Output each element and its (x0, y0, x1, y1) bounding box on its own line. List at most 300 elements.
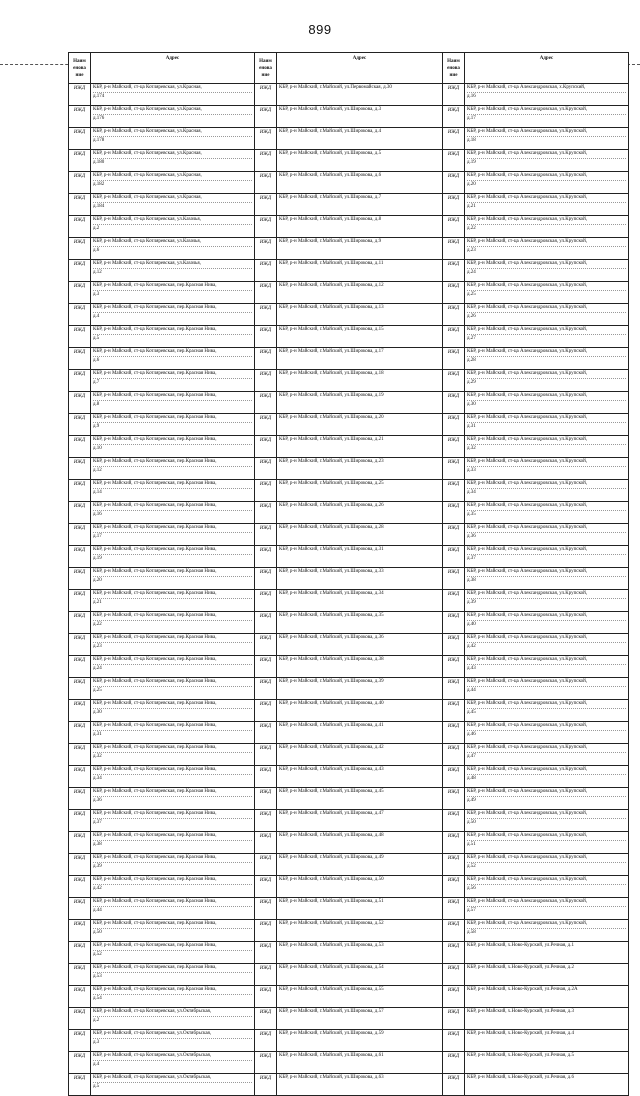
cell-address: КБР, р-н Майский, ст-ца Александровская, ул.Крупской, д.21 (465, 194, 629, 216)
cell-address: КБР, р-н Майский, х.Ново-Курский, ул.Речная, д.3 (465, 1008, 629, 1030)
cell-address: КБР, р-н Майский, г.Майский, ул.Широкова, д.39 (277, 678, 443, 700)
cell-object-type: ИЖД (255, 370, 277, 392)
cell-object-type: ИЖД (69, 348, 91, 370)
table-row (69, 964, 629, 986)
cell-address: КБР, р-н Майский, ст-ца Александровская, ул.Крупской, д.25 (465, 282, 629, 304)
cell-address: КБР, р-н Майский, ст-ца Котляревская, ул.Красная, д.180 (91, 150, 255, 172)
cell-address: КБР, р-н Майский, х.Ново-Курский, ул.Речная, д.4 (465, 1030, 629, 1052)
cell-object-type: ИЖД (69, 612, 91, 634)
cell-address: КБР, р-н Майский, ст-ца Котляревская, ул.Красная, д.178 (91, 128, 255, 150)
cell-object-type: ИЖД (69, 634, 91, 656)
cell-object-type: ИЖД (69, 216, 91, 238)
cell-object-type: ИЖД (443, 722, 465, 744)
cell-object-type: ИЖД (255, 1052, 277, 1074)
cell-object-type: ИЖД (255, 348, 277, 370)
cell-address: КБР, р-н Майский, г.Майский, ул.Широкова, д.5 (277, 150, 443, 172)
table-row (69, 986, 629, 1008)
cell-address: КБР, р-н Майский, х.Ново-Курский, ул.Речная, д.2А (465, 986, 629, 1008)
cell-address: КБР, р-н Майский, ст-ца Котляревская, ул.Октябрьская, д.3 (91, 1030, 255, 1052)
table-row (69, 568, 629, 590)
cell-object-type: ИЖД (69, 942, 91, 964)
cell-address: КБР, р-н Майский, ст-ца Котляревская, пер.Красная Нива, д.30 (91, 700, 255, 722)
cell-address: КБР, р-н Майский, г.Майский, ул.Широкова, д.59 (277, 1030, 443, 1052)
cell-address: КБР, р-н Майский, ст-ца Котляревская, пер.Красная Нива, д.52 (91, 942, 255, 964)
table-row (69, 194, 629, 216)
cell-object-type: ИЖД (255, 150, 277, 172)
cell-object-type: ИЖД (255, 414, 277, 436)
cell-object-type: ИЖД (443, 744, 465, 766)
cell-address: КБР, р-н Майский, ст-ца Александровская, ул.Крупской, д.29 (465, 370, 629, 392)
table-row (69, 150, 629, 172)
table-row (69, 656, 629, 678)
cell-object-type: ИЖД (69, 656, 91, 678)
cell-address: КБР, р-н Майский, ст-ца Котляревская, ул.Казачья, д.2 (91, 216, 255, 238)
cell-object-type: ИЖД (255, 392, 277, 414)
cell-address: КБР, р-н Майский, ст-ца Котляревская, пер.Красная Нива, д.37 (91, 810, 255, 832)
cell-object-type: ИЖД (255, 1030, 277, 1052)
table-row (69, 128, 629, 150)
cell-address: КБР, р-н Майский, ст-ца Котляревская, пер.Красная Нива, д.50 (91, 920, 255, 942)
table-row (69, 172, 629, 194)
cell-address: КБР, р-н Майский, г.Майский, ул.Широкова, д.57 (277, 1008, 443, 1030)
cell-object-type: ИЖД (69, 590, 91, 612)
table-row (69, 1074, 629, 1096)
cell-object-type: ИЖД (255, 172, 277, 194)
cell-address: КБР, р-н Майский, ст-ца Котляревская, пер.Красная Нива, д.53 (91, 964, 255, 986)
cell-object-type: ИЖД (255, 810, 277, 832)
cell-address: КБР, р-н Майский, г.Майский, ул.Широкова, д.35 (277, 612, 443, 634)
table-row (69, 370, 629, 392)
page-number: 899 (308, 22, 332, 37)
table-row (69, 942, 629, 964)
cell-object-type: ИЖД (443, 898, 465, 920)
cell-object-type: ИЖД (255, 766, 277, 788)
table-row (69, 1052, 629, 1074)
table-row (69, 282, 629, 304)
cell-object-type: ИЖД (255, 612, 277, 634)
cell-object-type: ИЖД (443, 194, 465, 216)
cell-object-type: ИЖД (69, 480, 91, 502)
table-row (69, 502, 629, 524)
cell-address: КБР, р-н Майский, ст-ца Александровская, ул.Крупской, д.20 (465, 172, 629, 194)
cell-object-type: ИЖД (443, 502, 465, 524)
cell-object-type: ИЖД (69, 458, 91, 480)
cell-address: КБР, р-н Майский, ст-ца Александровская, ул.Крупской, д.48 (465, 766, 629, 788)
header-type-2: Наим енова ние (255, 53, 277, 84)
cell-address: КБР, р-н Майский, ст-ца Александровская, ул.Крупской, д.40 (465, 612, 629, 634)
cell-address: КБР, р-н Майский, ст-ца Александровская, ул.Крупской, д.18 (465, 128, 629, 150)
cell-object-type: ИЖД (443, 986, 465, 1008)
table-row (69, 876, 629, 898)
cell-object-type: ИЖД (69, 128, 91, 150)
header-type-3: Наим енова ние (443, 53, 465, 84)
cell-address: КБР, р-н Майский, ст-ца Котляревская, пер.Красная Нива, д.6 (91, 348, 255, 370)
table-row (69, 634, 629, 656)
cell-address: КБР, р-н Майский, г.Майский, ул.Широкова, д.20 (277, 414, 443, 436)
cell-object-type: ИЖД (255, 942, 277, 964)
cell-address: КБР, р-н Майский, ст-ца Котляревская, пер.Красная Нива, д.38 (91, 832, 255, 854)
cell-object-type: ИЖД (443, 370, 465, 392)
table-row (69, 238, 629, 260)
table-row (69, 348, 629, 370)
cell-address: КБР, р-н Майский, ст-ца Котляревская, пер.Красная Нива, д.8 (91, 392, 255, 414)
cell-object-type: ИЖД (255, 502, 277, 524)
cell-address: КБР, р-н Майский, г.Майский, ул.Широкова, д.40 (277, 700, 443, 722)
cell-address: КБР, р-н Майский, г.Майский, ул.Широкова, д.12 (277, 282, 443, 304)
cell-address: КБР, р-н Майский, г.Майский, ул.Широкова, д.7 (277, 194, 443, 216)
cell-address: КБР, р-н Майский, г.Майский, ул.Широкова, д.45 (277, 788, 443, 810)
cell-object-type: ИЖД (443, 612, 465, 634)
header-address-1: Адрес (91, 53, 255, 84)
cell-address: КБР, р-н Майский, ст-ца Котляревская, пер.Красная Нива, д.44 (91, 898, 255, 920)
cell-object-type: ИЖД (443, 84, 465, 106)
cell-address: КБР, р-н Майский, ст-ца Котляревская, пер.Красная Нива, д.12 (91, 458, 255, 480)
cell-object-type: ИЖД (255, 722, 277, 744)
cell-object-type: ИЖД (255, 986, 277, 1008)
cell-address: КБР, р-н Майский, г.Майский, ул.Широкова, д.23 (277, 458, 443, 480)
cell-address: КБР, р-н Майский, ст-ца Александровская, ул.Крупской, д.17 (465, 106, 629, 128)
cell-address: КБР, р-н Майский, ст-ца Котляревская, ул.Октябрьская, д.2 (91, 1008, 255, 1030)
cell-address: КБР, р-н Майский, х.Ново-Курский, ул.Речная, д.1 (465, 942, 629, 964)
cell-address: КБР, р-н Майский, ст-ца Котляревская, пер.Красная Нива, д.23 (91, 634, 255, 656)
cell-object-type: ИЖД (443, 1052, 465, 1074)
cell-object-type: ИЖД (443, 414, 465, 436)
cell-object-type: ИЖД (69, 436, 91, 458)
cell-object-type: ИЖД (69, 810, 91, 832)
cell-object-type: ИЖД (69, 920, 91, 942)
cell-address: КБР, р-н Майский, г.Майский, ул.Широкова, д.31 (277, 546, 443, 568)
cell-object-type: ИЖД (69, 106, 91, 128)
cell-object-type: ИЖД (69, 502, 91, 524)
cell-object-type: ИЖД (443, 1030, 465, 1052)
cell-object-type: ИЖД (443, 106, 465, 128)
cell-address: КБР, р-н Майский, ст-ца Александровская, ул.Крупской, д.30 (465, 392, 629, 414)
cell-address: КБР, р-н Майский, ст-ца Александровская, ул.Крупской, д.22 (465, 216, 629, 238)
cell-address: КБР, р-н Майский, г.Майский, ул.Широкова, д.63 (277, 1074, 443, 1096)
cell-address: КБР, р-н Майский, ст-ца Александровская, ул.Крупской, д.45 (465, 700, 629, 722)
cell-address: КБР, р-н Майский, ст-ца Александровская, ул.Крупской, д.39 (465, 590, 629, 612)
cell-address: КБР, р-н Майский, ст-ца Александровская, ул.Крупской, д.44 (465, 678, 629, 700)
cell-address: КБР, р-н Майский, г.Майский, ул.Широкова, д.41 (277, 722, 443, 744)
cell-address: КБР, р-н Майский, г.Майский, ул.Широкова, д.43 (277, 766, 443, 788)
cell-address: КБР, р-н Майский, ст-ца Котляревская, пер.Красная Нива, д.4 (91, 304, 255, 326)
cell-object-type: ИЖД (255, 898, 277, 920)
cell-address: КБР, р-н Майский, г.Майский, ул.Широкова, д.53 (277, 942, 443, 964)
cell-object-type: ИЖД (443, 568, 465, 590)
table-row (69, 458, 629, 480)
cell-object-type: ИЖД (255, 458, 277, 480)
cell-object-type: ИЖД (255, 524, 277, 546)
cell-address: КБР, р-н Майский, ст-ца Александровская, ул.Крупской, д.32 (465, 436, 629, 458)
cell-object-type: ИЖД (443, 458, 465, 480)
cell-address: КБР, р-н Майский, ст-ца Александровская, ул.Крупской, д.51 (465, 832, 629, 854)
cell-address: КБР, р-н Майский, х.Ново-Курский, ул.Речная, д.2 (465, 964, 629, 986)
cell-object-type: ИЖД (443, 678, 465, 700)
cell-object-type: ИЖД (255, 744, 277, 766)
cell-address: КБР, р-н Майский, г.Майский, ул.Широкова, д.11 (277, 260, 443, 282)
table-row (69, 546, 629, 568)
cell-address: КБР, р-н Майский, ст-ца Котляревская, ул.Красная, д.174 (91, 84, 255, 106)
cell-address: КБР, р-н Майский, ст-ца Котляревская, пер.Красная Нива, д.42 (91, 876, 255, 898)
table-row (69, 898, 629, 920)
cell-object-type: ИЖД (255, 700, 277, 722)
cell-address: КБР, р-н Майский, ст-ца Котляревская, пер.Красная Нива, д.3 (91, 282, 255, 304)
cell-object-type: ИЖД (69, 1074, 91, 1096)
table-row (69, 700, 629, 722)
cell-address: КБР, р-н Майский, г.Майский, ул.Широкова, д.21 (277, 436, 443, 458)
cell-address: КБР, р-н Майский, г.Майский, ул.Широкова, д.17 (277, 348, 443, 370)
cell-object-type: ИЖД (443, 260, 465, 282)
cell-object-type: ИЖД (255, 282, 277, 304)
header-address-3: Адрес (465, 53, 629, 84)
cell-address: КБР, р-н Майский, г.Майский, ул.Широкова, д.3 (277, 106, 443, 128)
cell-object-type: ИЖД (255, 326, 277, 348)
cell-object-type: ИЖД (69, 854, 91, 876)
cell-address: КБР, р-н Майский, ст-ца Александровская, ул.Крупской, д.42 (465, 634, 629, 656)
cell-object-type: ИЖД (69, 568, 91, 590)
cell-address: КБР, р-н Майский, ст-ца Александровская, ул.Крупской, д.26 (465, 304, 629, 326)
cell-address: КБР, р-н Майский, ст-ца Александровская, ул.Крупской, д.57 (465, 898, 629, 920)
cell-address: КБР, р-н Майский, г.Майский, ул.Широкова, д.9 (277, 238, 443, 260)
cell-address: КБР, р-н Майский, г.Майский, ул.Широкова, д.52 (277, 920, 443, 942)
cell-address: КБР, р-н Майский, ст-ца Александровская, ул.Крупской, д.36 (465, 524, 629, 546)
cell-object-type: ИЖД (69, 150, 91, 172)
cell-address: КБР, р-н Майский, г.Майский, ул.Широкова, д.33 (277, 568, 443, 590)
cell-object-type: ИЖД (255, 634, 277, 656)
cell-object-type: ИЖД (443, 282, 465, 304)
cell-object-type: ИЖД (255, 84, 277, 106)
cell-object-type: ИЖД (69, 964, 91, 986)
table-row (69, 480, 629, 502)
cell-object-type: ИЖД (69, 546, 91, 568)
cell-address: КБР, р-н Майский, ст-ца Котляревская, пер.Красная Нива, д.16 (91, 502, 255, 524)
cell-address: КБР, р-н Майский, г.Майский, ул.Широкова, д.51 (277, 898, 443, 920)
table-row (69, 260, 629, 282)
table-row (69, 766, 629, 788)
table-row (69, 304, 629, 326)
cell-object-type: ИЖД (69, 282, 91, 304)
cell-address: КБР, р-н Майский, ст-ца Александровская, ул.Крупской, д.37 (465, 546, 629, 568)
header-type-1: Наим енова ние (69, 53, 91, 84)
cell-address: КБР, р-н Майский, ст-ца Котляревская, ул.Красная, д.184 (91, 194, 255, 216)
cell-object-type: ИЖД (443, 920, 465, 942)
cell-address: КБР, р-н Майский, ст-ца Александровская, ул.Крупской, д.46 (465, 722, 629, 744)
cell-object-type: ИЖД (69, 1052, 91, 1074)
cell-object-type: ИЖД (69, 898, 91, 920)
table-row (69, 788, 629, 810)
cell-address: КБР, р-н Майский, ст-ца Котляревская, пер.Красная Нива, д.31 (91, 722, 255, 744)
cell-object-type: ИЖД (255, 106, 277, 128)
cell-object-type: ИЖД (443, 546, 465, 568)
cell-object-type: ИЖД (69, 172, 91, 194)
cell-address: КБР, р-н Майский, ст-ца Александровская, ул.Крупской, д.19 (465, 150, 629, 172)
cell-address: КБР, р-н Майский, г.Майский, ул.Широкова, д.6 (277, 172, 443, 194)
table-row (69, 392, 629, 414)
cell-object-type: ИЖД (443, 524, 465, 546)
cell-address: КБР, р-н Майский, ст-ца Александровская, ул.Крупской, д.35 (465, 502, 629, 524)
cell-object-type: ИЖД (443, 876, 465, 898)
cell-object-type: ИЖД (443, 1074, 465, 1096)
cell-object-type: ИЖД (443, 326, 465, 348)
cell-address: КБР, р-н Майский, ст-ца Котляревская, пер.Красная Нива, д.32 (91, 744, 255, 766)
cell-object-type: ИЖД (69, 1008, 91, 1030)
cell-object-type: ИЖД (69, 986, 91, 1008)
cell-address: КБР, р-н Майский, г.Майский, ул.Широкова, д.36 (277, 634, 443, 656)
cell-address: КБР, р-н Майский, ст-ца Александровская, ул.Крупской, д.28 (465, 348, 629, 370)
cell-address: КБР, р-н Майский, ст-ца Котляревская, пер.Красная Нива, д.7 (91, 370, 255, 392)
cell-address: КБР, р-н Майский, х.Ново-Курский, ул.Речная, д.5 (465, 1052, 629, 1074)
cell-object-type: ИЖД (255, 590, 277, 612)
address-table (68, 52, 629, 1096)
cell-address: КБР, р-н Майский, ст-ца Александровская, ул.Крупской, д.24 (465, 260, 629, 282)
cell-address: КБР, р-н Майский, ст-ца Котляревская, пер.Красная Нива, д.14 (91, 480, 255, 502)
cell-address: КБР, р-н Майский, г.Майский, ул.Широкова, д.8 (277, 216, 443, 238)
cell-object-type: ИЖД (443, 854, 465, 876)
cell-object-type: ИЖД (443, 964, 465, 986)
cell-address: КБР, р-н Майский, х.Ново-Курский, ул.Речная, д.6 (465, 1074, 629, 1096)
table-row (69, 590, 629, 612)
table-row (69, 832, 629, 854)
cell-address: КБР, р-н Майский, ст-ца Котляревская, пер.Красная Нива, д.20 (91, 568, 255, 590)
cell-address: КБР, р-н Майский, ст-ца Котляревская, пер.Красная Нива, д.25 (91, 678, 255, 700)
cell-address: КБР, р-н Майский, ст-ца Александровская, ул.Крупской, д.43 (465, 656, 629, 678)
cell-object-type: ИЖД (443, 172, 465, 194)
cell-object-type: ИЖД (255, 238, 277, 260)
cell-object-type: ИЖД (443, 634, 465, 656)
cell-object-type: ИЖД (69, 194, 91, 216)
cell-address: КБР, р-н Майский, г.Майский, ул.Широкова, д.48 (277, 832, 443, 854)
cell-object-type: ИЖД (443, 436, 465, 458)
cell-object-type: ИЖД (69, 766, 91, 788)
table-row (69, 612, 629, 634)
cell-object-type: ИЖД (255, 964, 277, 986)
cell-object-type: ИЖД (443, 150, 465, 172)
cell-object-type: ИЖД (443, 392, 465, 414)
cell-object-type: ИЖД (69, 832, 91, 854)
cell-address: КБР, р-н Майский, г.Майский, ул.Широкова, д.4 (277, 128, 443, 150)
cell-object-type: ИЖД (255, 568, 277, 590)
cell-address: КБР, р-н Майский, ст-ца Котляревская, пер.Красная Нива, д.19 (91, 546, 255, 568)
cell-object-type: ИЖД (443, 216, 465, 238)
cell-address: КБР, р-н Майский, ст-ца Котляревская, ул.Красная, д.176 (91, 106, 255, 128)
cell-address: КБР, р-н Майский, ст-ца Котляревская, ул.Казачья, д.12 (91, 260, 255, 282)
cell-address: КБР, р-н Майский, г.Майский, ул.Широкова, д.18 (277, 370, 443, 392)
cell-object-type: ИЖД (69, 326, 91, 348)
cell-object-type: ИЖД (443, 1008, 465, 1030)
cell-address: КБР, р-н Майский, ст-ца Александровская, ул.Крупской, д.38 (465, 568, 629, 590)
table-row (69, 1008, 629, 1030)
cell-address: КБР, р-н Майский, ст-ца Котляревская, ул.Красная, д.182 (91, 172, 255, 194)
cell-object-type: ИЖД (255, 1074, 277, 1096)
cell-object-type: ИЖД (255, 788, 277, 810)
table-row (69, 106, 629, 128)
cell-address: КБР, р-н Майский, ст-ца Котляревская, пер.Красная Нива, д.24 (91, 656, 255, 678)
cell-object-type: ИЖД (443, 304, 465, 326)
cell-address: КБР, р-н Майский, ст-ца Александровская, ул.Крупской, д.33 (465, 458, 629, 480)
cell-object-type: ИЖД (69, 722, 91, 744)
cell-object-type: ИЖД (69, 414, 91, 436)
cell-object-type: ИЖД (443, 348, 465, 370)
cell-object-type: ИЖД (69, 876, 91, 898)
cell-object-type: ИЖД (443, 700, 465, 722)
cell-address: КБР, р-н Майский, ст-ца Котляревская, ул.Октябрьская, д.4 (91, 1052, 255, 1074)
cell-address: КБР, р-н Майский, г.Майский, ул.Широкова, д.28 (277, 524, 443, 546)
cell-address: КБР, р-н Майский, ст-ца Александровская, ул.Крупской, д.56 (465, 876, 629, 898)
cell-address: КБР, р-н Майский, г.Майский, ул.Первомайская, д.30 (277, 84, 443, 106)
cell-address: КБР, р-н Майский, г.Майский, ул.Широкова, д.15 (277, 326, 443, 348)
cell-address: КБР, р-н Майский, г.Майский, ул.Широкова, д.47 (277, 810, 443, 832)
cell-address: КБР, р-н Майский, г.Майский, ул.Широкова, д.13 (277, 304, 443, 326)
table-row (69, 678, 629, 700)
cell-object-type: ИЖД (255, 854, 277, 876)
cell-address: КБР, р-н Майский, г.Майский, ул.Широкова, д.49 (277, 854, 443, 876)
cell-address: КБР, р-н Майский, ст-ца Котляревская, пер.Красная Нива, д.17 (91, 524, 255, 546)
cell-address: КБР, р-н Майский, ст-ца Александровская, х.Крупский, д.16 (465, 84, 629, 106)
cell-object-type: ИЖД (255, 128, 277, 150)
cell-address: КБР, р-н Майский, ст-ца Котляревская, пер.Красная Нива, д.5 (91, 326, 255, 348)
cell-object-type: ИЖД (443, 590, 465, 612)
cell-object-type: ИЖД (255, 656, 277, 678)
cell-address: КБР, р-н Майский, г.Майский, ул.Широкова, д.26 (277, 502, 443, 524)
header-address-2: Адрес (277, 53, 443, 84)
cell-object-type: ИЖД (69, 524, 91, 546)
table-row (69, 744, 629, 766)
cell-address: КБР, р-н Майский, ст-ца Александровская, ул.Крупской, д.47 (465, 744, 629, 766)
cell-object-type: ИЖД (443, 766, 465, 788)
cell-object-type: ИЖД (443, 480, 465, 502)
cell-address: КБР, р-н Майский, г.Майский, ул.Широкова, д.54 (277, 964, 443, 986)
cell-object-type: ИЖД (255, 678, 277, 700)
cell-address: КБР, р-н Майский, ст-ца Котляревская, пер.Красная Нива, д.54 (91, 986, 255, 1008)
cell-address: КБР, р-н Майский, ст-ца Александровская, ул.Крупской, д.52 (465, 854, 629, 876)
cell-object-type: ИЖД (69, 84, 91, 106)
cell-object-type: ИЖД (69, 370, 91, 392)
cell-object-type: ИЖД (443, 810, 465, 832)
cell-address: КБР, р-н Майский, г.Майский, ул.Широкова, д.55 (277, 986, 443, 1008)
cell-address: КБР, р-н Майский, ст-ца Александровская, ул.Крупской, д.49 (465, 788, 629, 810)
cell-object-type: ИЖД (255, 194, 277, 216)
cell-object-type: ИЖД (443, 238, 465, 260)
table-row (69, 84, 629, 106)
cell-object-type: ИЖД (255, 876, 277, 898)
table-header-row (69, 53, 629, 84)
table-row (69, 722, 629, 744)
cell-object-type: ИЖД (443, 128, 465, 150)
table-row (69, 216, 629, 238)
cell-object-type: ИЖД (443, 832, 465, 854)
cell-address: КБР, р-н Майский, г.Майский, ул.Широкова, д.38 (277, 656, 443, 678)
cell-address: КБР, р-н Майский, г.Майский, ул.Широкова, д.25 (277, 480, 443, 502)
table-row (69, 810, 629, 832)
cell-object-type: ИЖД (443, 942, 465, 964)
table-row (69, 1030, 629, 1052)
cell-object-type: ИЖД (69, 238, 91, 260)
cell-address: КБР, р-н Майский, ст-ца Котляревская, пер.Красная Нива, д.39 (91, 854, 255, 876)
cell-address: КБР, р-н Майский, ст-ца Котляревская, ул.Казачья, д.6 (91, 238, 255, 260)
cell-object-type: ИЖД (255, 832, 277, 854)
cell-address: КБР, р-н Майский, г.Майский, ул.Широкова, д.34 (277, 590, 443, 612)
cell-address: КБР, р-н Майский, ст-ца Котляревская, пер.Красная Нива, д.9 (91, 414, 255, 436)
cell-object-type: ИЖД (69, 304, 91, 326)
table-row (69, 436, 629, 458)
cell-object-type: ИЖД (255, 216, 277, 238)
table-row (69, 920, 629, 942)
cell-address: КБР, р-н Майский, г.Майский, ул.Широкова, д.42 (277, 744, 443, 766)
cell-object-type: ИЖД (69, 392, 91, 414)
table-body (69, 84, 629, 1096)
cell-address: КБР, р-н Майский, ст-ца Александровская, ул.Крупской, д.31 (465, 414, 629, 436)
cell-object-type: ИЖД (443, 788, 465, 810)
